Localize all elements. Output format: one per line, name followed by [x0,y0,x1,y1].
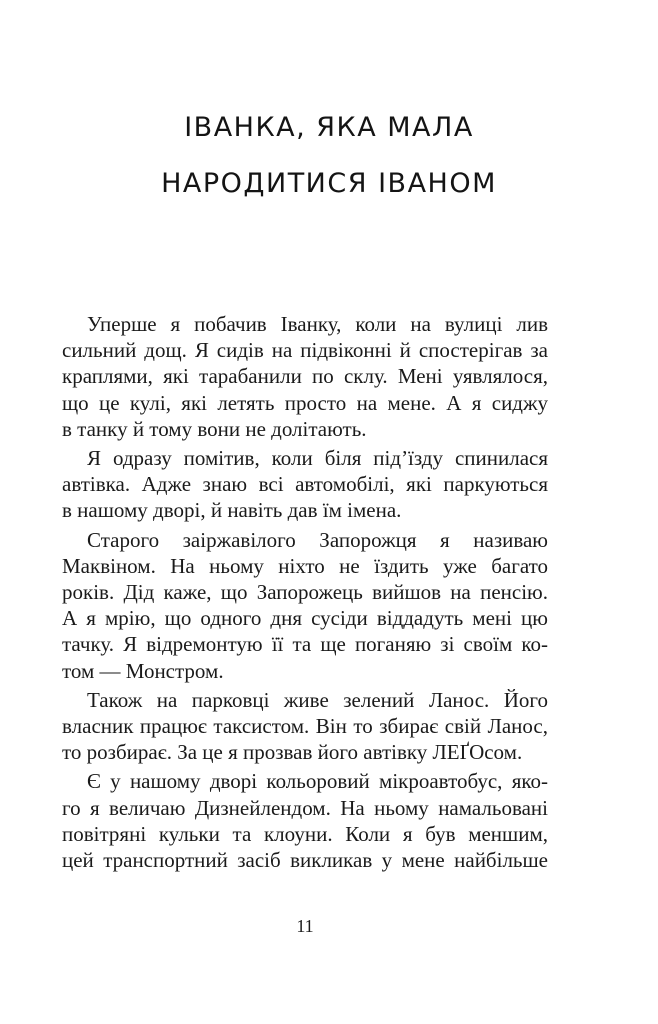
text-line: що це кулі, які летять просто на мене. А я сиджу [62,390,548,415]
chapter-title-line-2: НАРОДИТИСЯ ІВАНОМ [161,168,497,199]
text-line: сильний дощ. Я сидів на підвіконні й спостерігав за [62,338,548,363]
text-line: цей транспортний засіб викликав у мене найбільше [62,848,548,873]
text-line: том — Монстром. [62,658,224,683]
text-line: Уперше я побачив Іванку, коли на вулиці лив [87,312,548,336]
text-line: повітряні кульки та клоуни. Коли я був меншим, [62,821,548,846]
text-line: в танку й тому вони не долітають. [62,416,367,441]
text-line: краплями, які тарабанили по склу. Мені уявлялося, [62,364,548,389]
text-line: Старого заіржавілого Запорожця я називаю [87,527,548,552]
paragraph-1 [62,311,548,442]
text-line: то розбирає. За це я прозвав його автівку ЛЕҐОсом. [62,740,523,765]
text-line: років. Дід каже, що Запорожець вийшов на пенсію. [62,580,548,605]
text-line: власник працює таксистом. Він то збирає свій Ланос, [62,714,548,739]
text-line: Маквіном. На ньому ніхто не їздить уже багато [62,553,548,578]
text-line: автівка. Адже знаю всі автомобілі, які паркуються [62,472,548,497]
paragraph-4 [62,687,548,766]
chapter-title-line-1: ІВАНКА, ЯКА МАЛА [184,112,474,143]
text-line: Я одразу помітив, коли біля під’їзду спинилася [87,446,548,471]
text-line: тачку. Я відремонтую її та ще поганяю зі своїм ко- [62,632,548,657]
text-line: го я величаю Дизнейлендом. На ньому намальовані [62,795,548,820]
paragraph-5 [62,768,548,873]
paragraph-3 [62,527,548,684]
text-line: А я мрію, що одного дня сусіди віддадуть мені цю [62,606,548,631]
text-line: Є у нашому дворі кольоровий мікроавтобус, яко- [87,769,548,794]
paragraph-2 [62,445,548,524]
text-line: Також на парковці живе зелений Ланос. Його [87,687,548,712]
chapter-body [62,311,548,876]
text-line: в нашому дворі, й навіть дав їм імена. [62,498,402,523]
page-number: 11 [296,916,314,936]
